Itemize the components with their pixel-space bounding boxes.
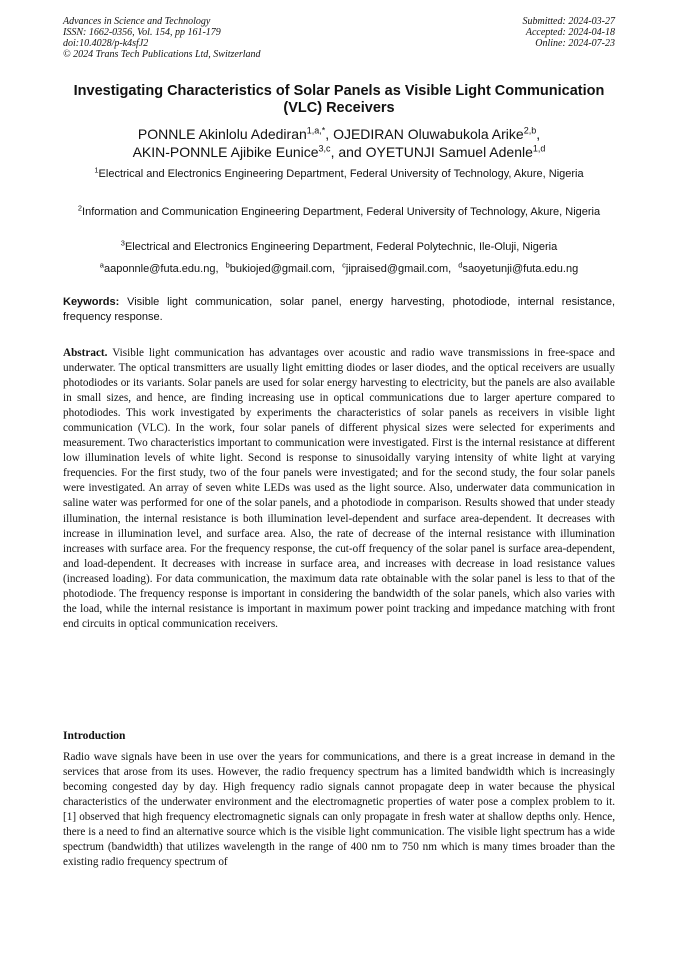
journal-copyright: © 2024 Trans Tech Publications Ltd, Switzerland (63, 49, 261, 60)
keywords (63, 295, 615, 325)
author-list (70, 125, 608, 161)
email-link[interactable]: $^c$jipraised@gmail.com, (342, 260, 452, 275)
submitted-date: Submitted: 2024-03-27 (522, 16, 615, 27)
online-date: Online: 2024-07-23 (535, 38, 615, 49)
author: OYETUNJI Samuel Adenle$^{1,d}$ (365, 143, 546, 160)
journal-info (63, 16, 363, 60)
email-link[interactable]: $^a$aaponnle@futa.edu.ng, (99, 260, 219, 275)
affiliation: $^2$Information and Communication Engineering Department, Federal University of Technology, Akure, Nigeria (77, 203, 601, 218)
journal-issn: ISSN: 1662-0356, Vol. 154, pp 161-179 (63, 27, 221, 38)
publication-dates (415, 16, 615, 49)
email-link[interactable]: $^d$saoyetunji@futa.edu.ng (458, 260, 579, 275)
author: PONNLE Akinlolu Adediran$^{1,a,*}$, (137, 125, 334, 142)
accepted-date: Accepted: 2024-04-18 (525, 27, 615, 38)
abstract-text: Visible light communication has advantages over acoustic and radio wave transmissions in free-space and underwater. The optical transmitters are usually light emitting diodes or laser diodes, and the optical receivers are usually photodiodes or its variants. Solar panels are used for solar energy harvesting to electricity, but the panels are also available in small sizes, and hence, are finding increasing use in optical communications due to larger aperture compared to photodiodes. This work investigated by experiments the characteristics of solar panels as receivers in visible light communication (VLC). In the work, four solar panels of different physical sizes were selected for experiments and measurement. Two characteristics important to communication were investigated. First is the internal resistance at different low illumination levels of white light. Second is response to sinusoidally varying intensity of white light at varying frequencies. For the first study, two of the four panels were investigated; and for the second study, the four solar panels were investigated. An array of seven white LEDs was used as the light source. Also, underwater data communication in saline water was performed for one of the solar panels, and a photodiode in comparison. Results showed that under steady illumination, the internal resistance is both illumination level-dependent and surface area-dependent. It decreases with increase in illumination level, and surface area. Also, the rate of decrease of the internal resistance with illumination increases with surface area. For the frequency response, the cut-off frequency of the solar panel is surface area-dependent, and load-dependent. It decreases with increase in surface area, and increases with decrease in load resistance values (increased loading). For data communication, the maximum data rate obtainable with the solar panel is less to that of the photodiode. The frequency response is important in considering the bandwidth of the solar panels, which also varies with the load, while the internal resistance is important in maximum power point tracking and impedance matching with front end circuits in optical communication receivers. (63, 347, 615, 630)
author: AKIN-PONNLE Ajibike Eunice$^{3,c}$, and (132, 143, 366, 160)
section-heading: Introduction (63, 730, 126, 742)
author: OJEDIRAN Oluwabukola Arike$^{2,b}$, (333, 125, 541, 142)
abstract-label: Abstract. (63, 347, 108, 359)
affiliation: $^3$Electrical and Electronics Engineering Department, Federal Polytechnic, Ile-Oluji, Nigeria (120, 238, 558, 253)
keywords-text: Visible light communication, solar panel, energy harvesting, photodiode, internal resistance, frequency response. (63, 296, 615, 323)
introduction-text: Radio wave signals have been in use over the years for communications, and there is a great increase in demand in the services that arose from its uses. However, the radio frequency spectrum has a limited bandwidth which is increasingly becoming congested day by day. High frequency radio signals cannot propagate deep in water because the physical characteristics of the underwater environment and the electromagnetic properties of water pose a complex problem to it. [1] observed that high frequency electromagnetic signals can only propagate in fresh water at shallow depths only. Hence, there is a need to find an alternative source which is the visible light communication. The visible light spectrum has a wide spectrum (bandwidth) that utilizes wavelength in the range of 400 nm to 750 nm which is many times broader than the existing radio frequency spectrum of (63, 751, 615, 869)
journal-doi: doi:10.4028/p-k4sfJ2 (63, 38, 149, 49)
author-emails (63, 262, 615, 276)
abstract (63, 346, 615, 632)
email-link[interactable]: $^b$bukiojed@gmail.com, (225, 260, 336, 275)
journal-name: Advances in Science and Technology (63, 16, 211, 27)
paper-title: Investigating Characteristics of Solar Panels as Visible Light Communication (VLC) Receivers (73, 83, 605, 116)
keywords-label: Keywords: (63, 296, 120, 308)
affiliation: $^1$Electrical and Electronics Engineering Department, Federal University of Technology, Akure, Nigeria (94, 165, 584, 180)
